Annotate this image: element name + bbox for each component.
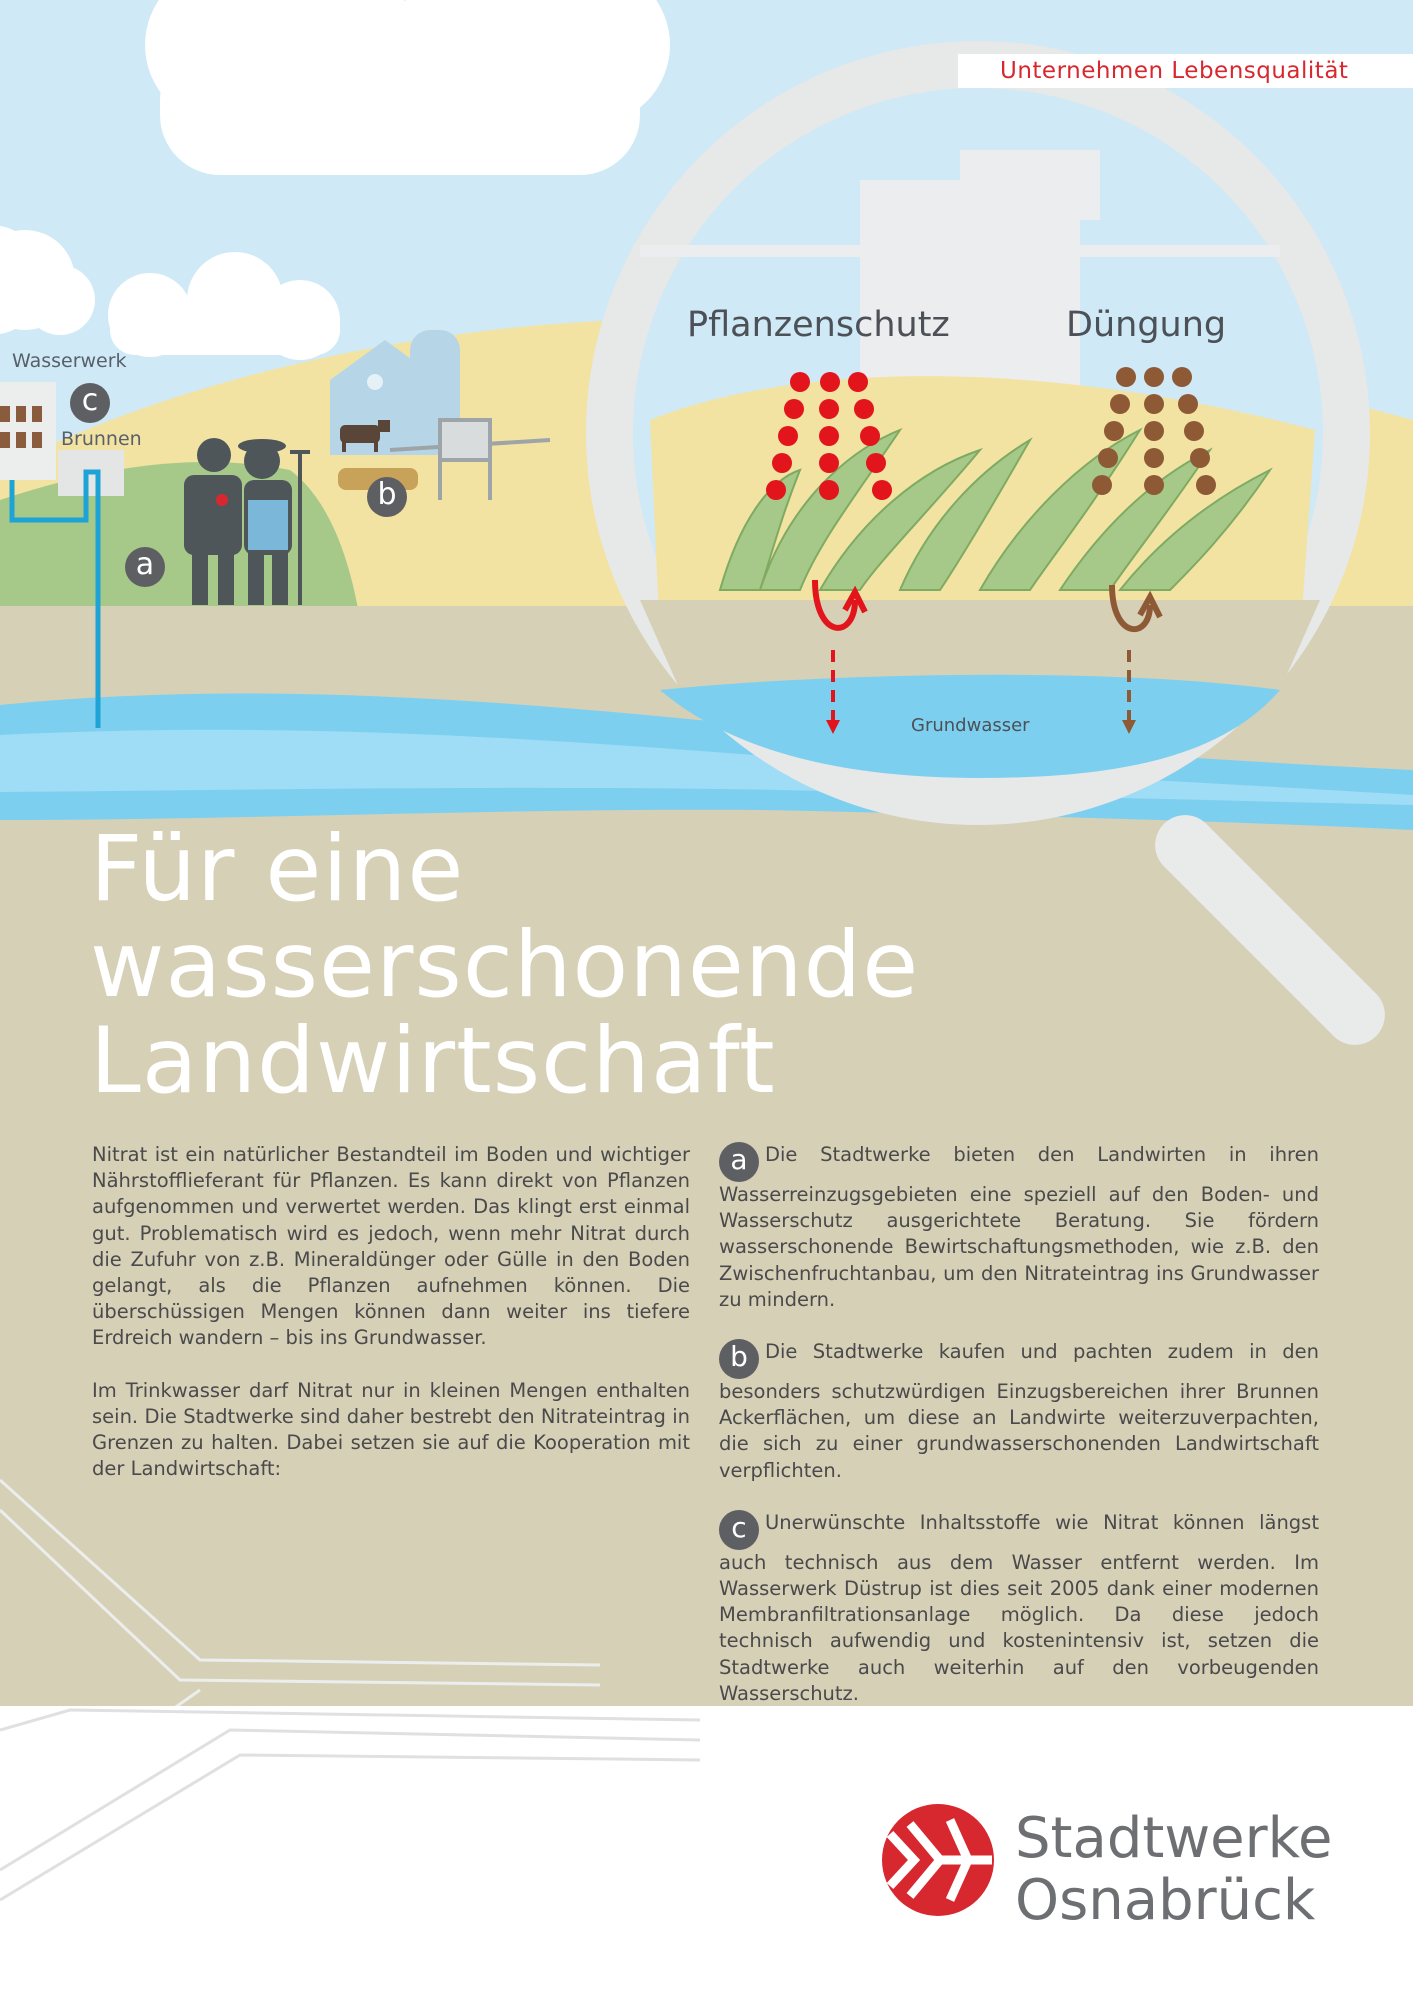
- measure-item-c: [719, 1510, 1319, 1707]
- brand-line-2: Osnabrück: [1015, 1868, 1316, 1933]
- stadtwerke-logo-icon: [880, 1802, 996, 1918]
- title-line-2: wasserschonende: [90, 913, 920, 1018]
- brand-line-1: Stadtwerke: [1015, 1806, 1333, 1871]
- brand-name: [1015, 1808, 1333, 1932]
- body-left-column: [92, 1142, 690, 1508]
- body-right-column: [719, 1142, 1319, 1733]
- badge-b: b: [367, 477, 407, 517]
- title-line-1: Für eine: [90, 817, 465, 922]
- measure-item-b: [719, 1339, 1319, 1484]
- measure-text-c: Unerwünschte Inhaltsstoffe wie Nitrat können längst auch technisch aus dem Wasser entfernt werden. Im Wasserwerk Düstrup ist dies seit 2005 dank einer modernen Membranfiltrationsanlage möglich. Da diese jedoch technisch aufwendig und kostenintensiv ist, setzen die Stadtwerke auch weiterhin auf den vorbeugenden Wasserschutz.: [719, 1510, 1319, 1705]
- label-brunnen: Brunnen: [61, 428, 142, 450]
- measure-text-b: Die Stadtwerke kaufen und pachten zudem in den besonders schutzwürdigen Einzugsbereichen ihrer Brunnen Ackerflächen, um diese an Landwirte weiterzuverpachten, die sich zu einer grundwasserschonenden Landwirtschaft verpflichten.: [719, 1340, 1319, 1482]
- badge-a: a: [719, 1142, 759, 1182]
- label-grundwasser: Grundwasser: [911, 715, 1030, 736]
- tagline: Unternehmen Lebensqualität: [958, 54, 1413, 88]
- page-title: [90, 817, 920, 1114]
- title-line-3: Landwirtschaft: [90, 1009, 776, 1114]
- measure-item-a: [719, 1142, 1319, 1313]
- intro-paragraph: Nitrat ist ein natürlicher Bestandteil im Boden und wichtiger Nährstofflieferant für Pflanzen. Es kann direkt von Pflanzen aufgenommen und verwertet werden. Das klingt erst einmal gut. Problematisch wird es jedoch, wenn mehr Nitrat durch die Zufuhr von z.B. Mineraldünger oder Gülle in den Boden gelangt, als die Pflanzen aufnehmen können. Die überschüssigen Mengen können dann weiter ins tiefere Erdreich wandern – bis ins Grundwasser.: [92, 1143, 690, 1350]
- cooperation-paragraph: Im Trinkwasser darf Nitrat nur in kleinen Mengen enthalten sein. Die Stadtwerke sind daher bestrebt den Nitrateintrag in Grenzen zu halten. Dabei setzen sie auf die Kooperation mit der Landwirtschaft:: [92, 1378, 690, 1481]
- label-wasserwerk: Wasserwerk: [12, 350, 127, 372]
- label-pflanzenschutz: Pflanzenschutz: [687, 305, 950, 345]
- meadow: [0, 462, 360, 620]
- measure-text-a: Die Stadtwerke bieten den Landwirten in ihren Wasserreinzugsgebieten eine speziell auf den Boden- und Wasserschutz ausgerichtete Beratung. Sie fördern wasserschonende Bewirtschaftungsmethoden, wie z.B. den Zwischenfruchtanbau, um den Nitrateintrag ins Grundwasser zu mindern.: [719, 1143, 1319, 1311]
- label-duengung: Düngung: [1066, 305, 1227, 345]
- badge-c: c: [719, 1510, 759, 1550]
- badge-b: b: [719, 1339, 759, 1379]
- cloud-icon: [145, 0, 670, 175]
- badge-c: c: [70, 383, 110, 423]
- badge-a: a: [125, 547, 165, 587]
